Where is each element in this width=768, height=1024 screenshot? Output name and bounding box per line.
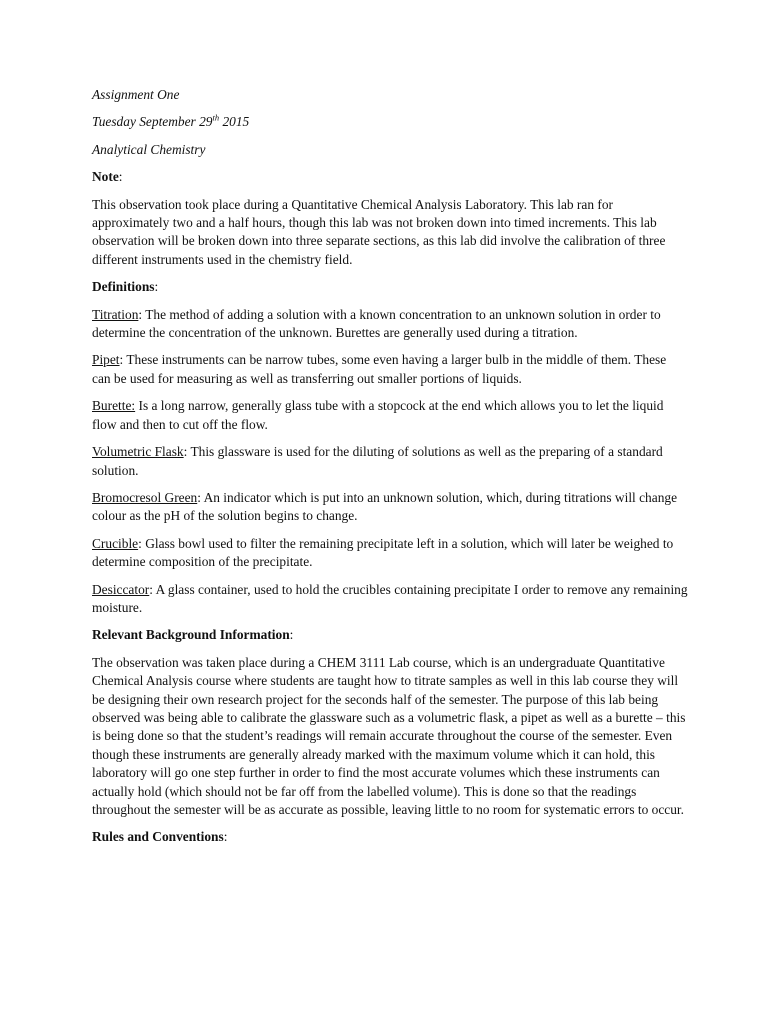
rules-heading-colon: : — [223, 829, 228, 845]
definition-text: Is a long narrow, generally glass tube with a stopcock at the end which allows you to let the liquid flow and then to cut off the flow. — [92, 398, 664, 432]
definition-text: An indicator which is put into an unknown solution, which, during titrations will change colour as the pH of the solution begins to change. — [92, 489, 678, 524]
definition-text: These instruments can be narrow tubes, some even having a larger bulb in the middle of them. These can be used for measuring as well as transferring out smaller portions of liquids. — [92, 352, 667, 386]
definition-desiccator — [92, 581, 688, 618]
definition-separator: : — [138, 306, 146, 322]
definition-separator: : — [138, 535, 146, 551]
definition-term: Pipet — [92, 352, 120, 368]
note-heading — [92, 168, 688, 186]
definition-text: Glass bowl used to filter the remaining precipitate left in a solution, which will later be weighed to determine composition of the precipitate. — [92, 535, 674, 570]
definition-term: Desiccator — [92, 581, 150, 597]
assignment-title: Assignment One — [92, 87, 180, 102]
definition-bromocresol-green — [92, 489, 688, 526]
background-paragraph: The observation was taken place during a CHEM 3111 Lab course, which is an undergraduate Quantitative Chemical Analysis course where students are taught how to titrate samples as well in this lab course they will be designing their own research project for the seconds half of the semester. The purpose of this lab being observed was being able to calibrate the glassware such as a volumetric flask, a pipet as well as a burette – this is being done so that the student’s readings will remain accurate throughout the course of the semester. Even though these instruments are generally already marked with the maximum volume which it can hold, this laboratory will go one step further in order to find the most accurate volumes which these instruments can actually hold (which should not be far off from the labelled volume). This is done so that the readings throughout the semester will be as accurate as possible, leaving little to no room for systematic errors to occur. — [92, 654, 686, 817]
background-heading — [92, 626, 688, 644]
note-heading-colon: : — [118, 169, 123, 185]
definitions-heading — [92, 278, 688, 296]
definition-separator: : — [183, 444, 191, 460]
note-heading-text: Note — [92, 169, 119, 185]
definitions-heading-text: Definitions — [92, 279, 155, 295]
definition-text: This glassware is used for the diluting of solutions as well as the preparing of a standard solution. — [92, 444, 663, 478]
definition-separator: : — [149, 581, 156, 597]
assignment-date — [92, 113, 688, 131]
definition-term: Titration — [92, 306, 139, 322]
course-name: Analytical Chemistry — [92, 141, 206, 157]
rules-heading — [92, 828, 688, 846]
definition-separator: : — [197, 489, 204, 505]
definition-volumetric-flask — [92, 443, 688, 480]
definition-term: Burette: — [92, 398, 136, 414]
definition-term: Bromocresol Green — [92, 489, 198, 505]
definition-burette — [92, 397, 688, 434]
background-heading-colon: : — [289, 627, 294, 643]
definition-separator: : — [119, 352, 127, 368]
definition-text: A glass container, used to hold the crucibles containing precipitate I order to remove any remaining moisture. — [92, 581, 688, 615]
rules-heading-text: Rules and Conventions — [92, 829, 224, 845]
date-ordinal: th — [212, 112, 220, 123]
note-paragraph: This observation took place during a Quantitative Chemical Analysis Laboratory. This lab ran for approximately two and a half hours, though this lab was not broken down into timed increments. This lab observation will be broken down into three separate sections, as this lab did involve the calibration of three different instruments used in the chemistry field. — [92, 196, 666, 267]
definitions-heading-colon: : — [154, 279, 159, 295]
document-page — [92, 86, 688, 856]
date-year: 2015 — [219, 114, 250, 130]
definition-term: Crucible — [92, 535, 139, 551]
definition-text: The method of adding a solution with a known concentration to an unknown solution in order to determine the concentration of the unknown. Burettes are generally used during a titration. — [92, 306, 661, 341]
definition-titration — [92, 306, 688, 343]
background-heading-text: Relevant Background Information — [92, 627, 290, 643]
definition-term: Volumetric Flask — [92, 444, 184, 460]
definition-pipet — [92, 351, 688, 388]
date-text: Tuesday September 29 — [92, 114, 213, 130]
definition-crucible — [92, 535, 688, 572]
